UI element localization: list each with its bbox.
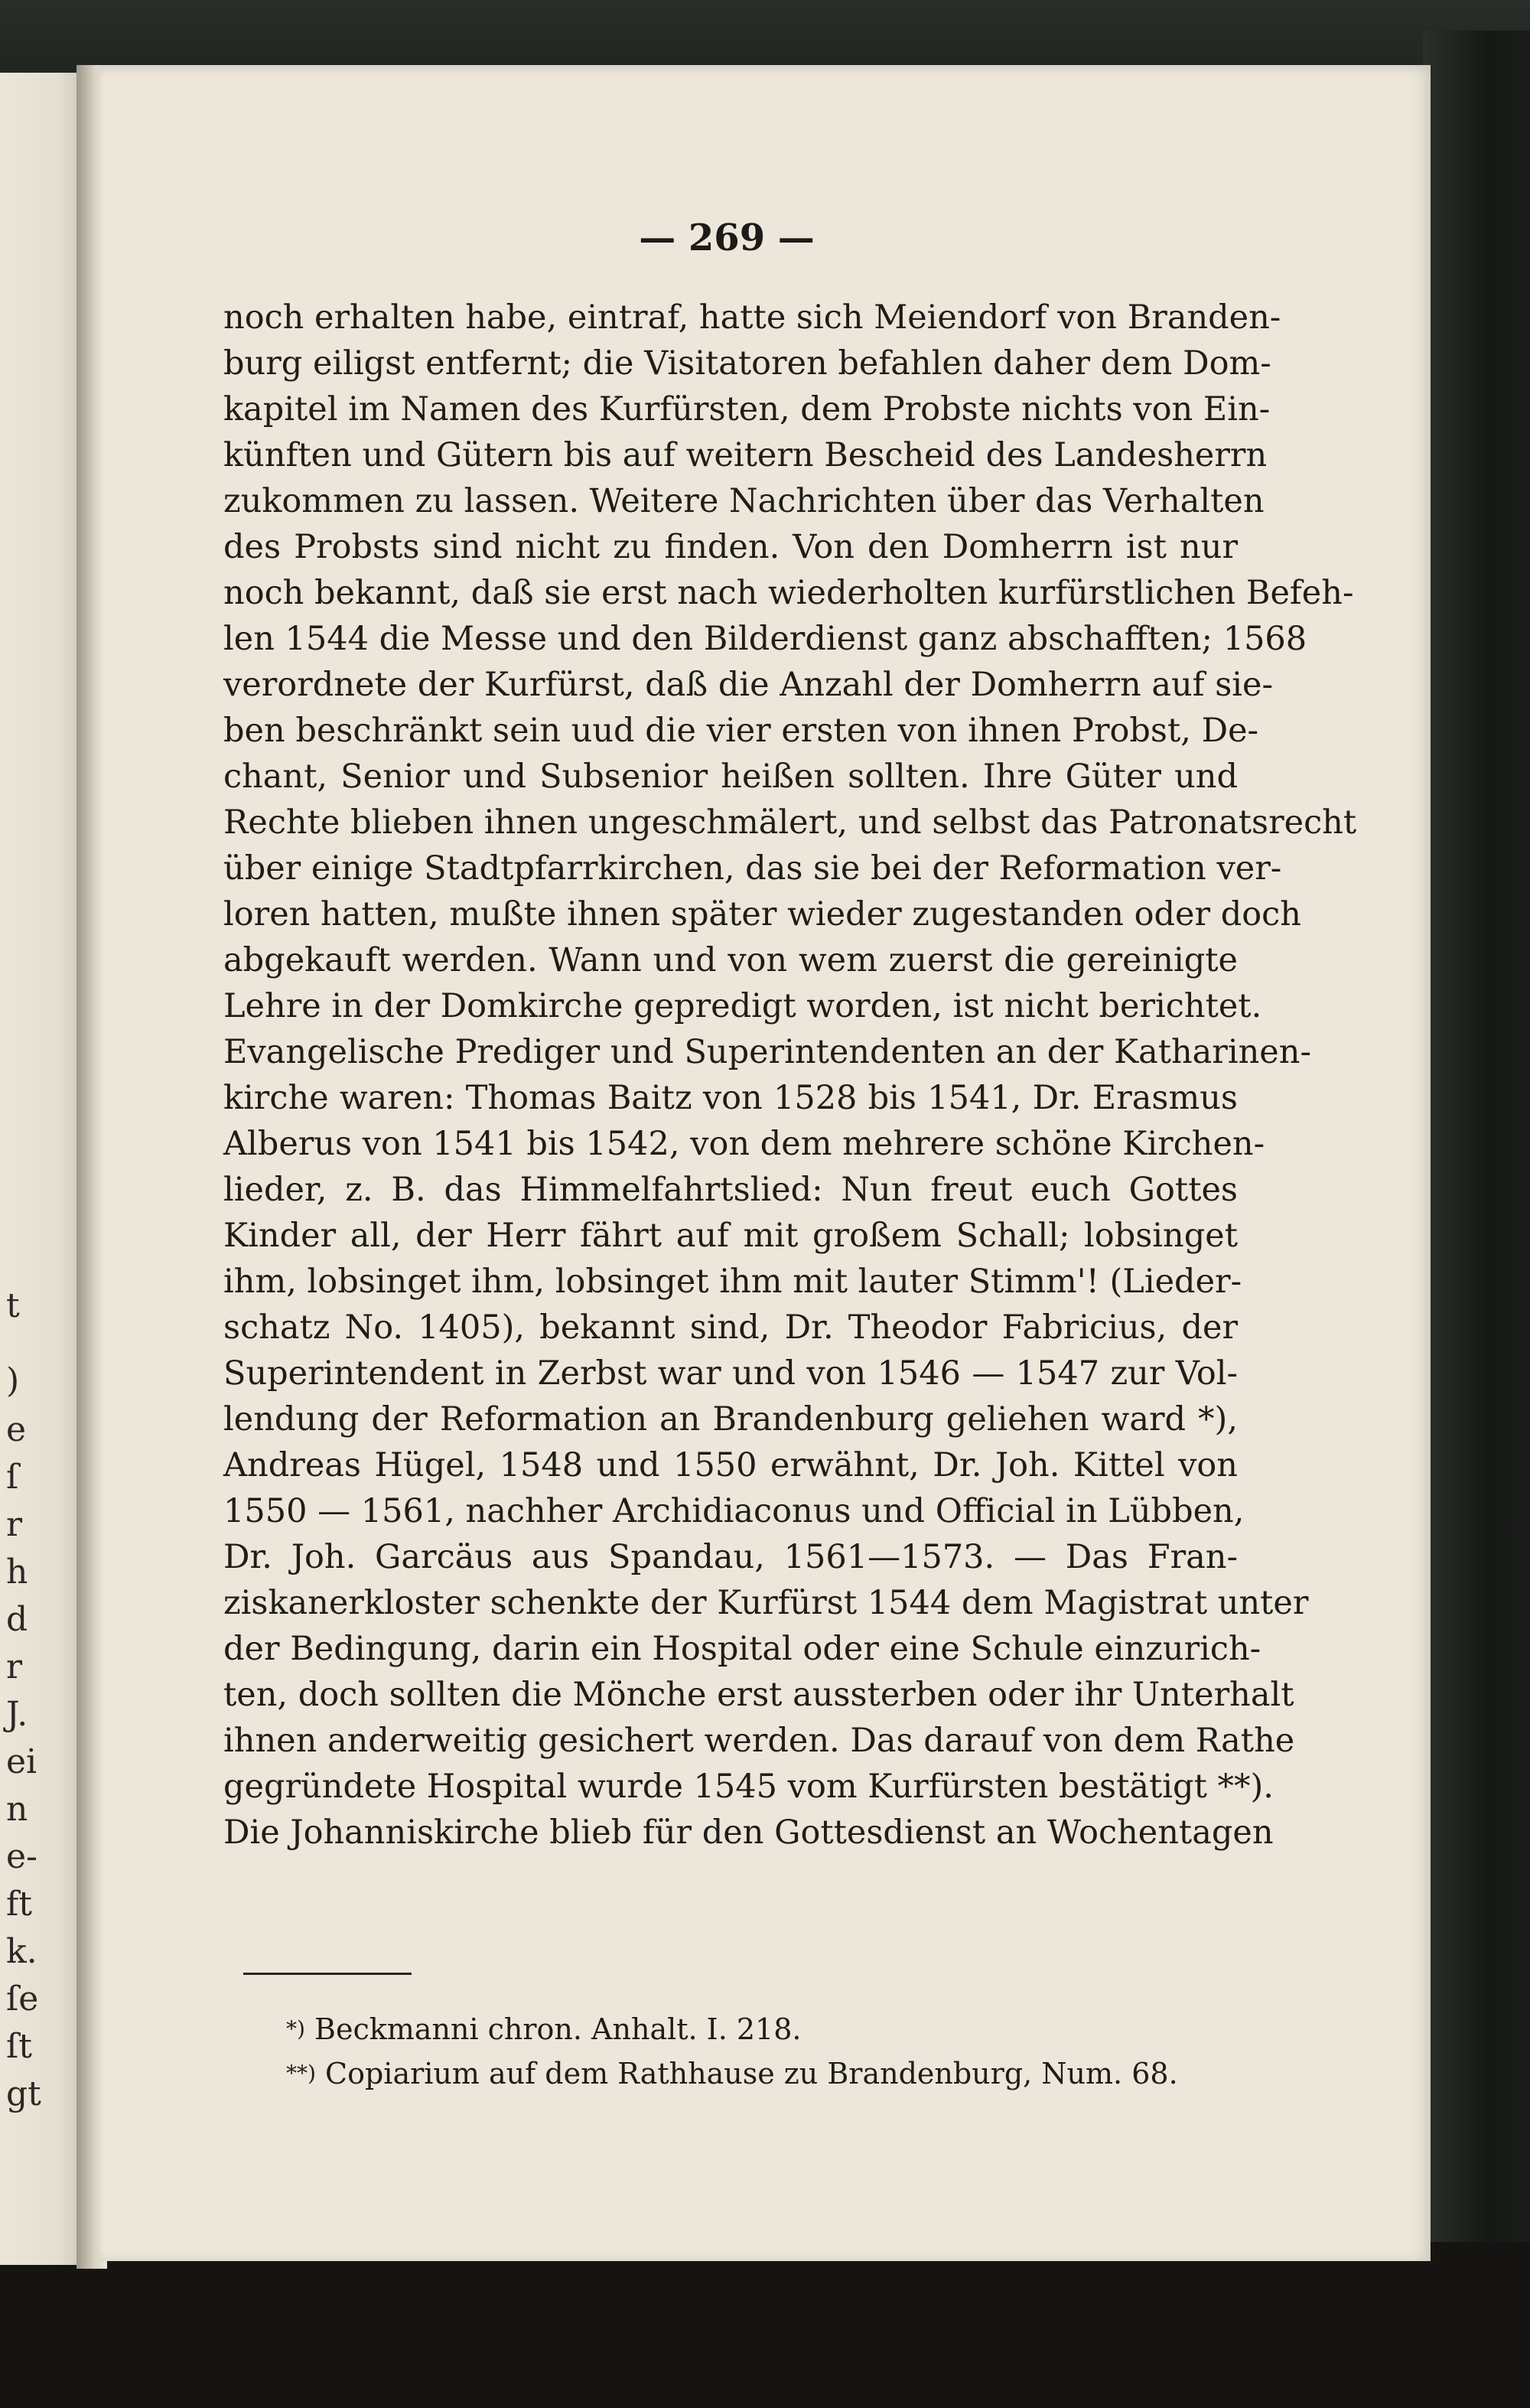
text-line: Lehre in der Domkirche gepredigt worden, ist nicht berichtet. [223,987,1262,1025]
text-line: des Probsts sind nicht zu finden. Von den Domherrn ist nur [223,528,1238,566]
text-line: ihnen anderweitig gesichert werden. Das darauf von dem Rathe [223,1722,1295,1760]
text-line: Dr. Joh. Garcäus aus Spandau, 1561—1573. — Das Fran- [223,1538,1238,1576]
left-page-fragment: r [6,1505,23,1544]
left-page-fragment: n [6,1790,28,1829]
text-line: kirche waren: Thomas Baitz von 1528 bis 1541, Dr. Erasmus [223,1079,1238,1117]
text-line: gegründete Hospital wurde 1545 vom Kurfürsten bestätigt **). [223,1768,1274,1806]
text-line: len 1544 die Messe und den Bilderdienst ganz abschafften; 1568 [223,620,1307,658]
text-line: noch bekannt, daß sie erst nach wiederholten kurfürstlichen Befeh- [223,574,1354,612]
text-line: Kinder all, der Herr fährt auf mit großem Schall; lobsinget [223,1217,1238,1255]
footnote-mark: **) [286,2061,316,2086]
text-line: Alberus von 1541 bis 1542, von dem mehrere schöne Kirchen- [223,1125,1265,1163]
left-page-fragment: ei [6,1742,37,1781]
footnote-separator [243,1973,412,1975]
left-page-fragment: r [6,1647,23,1686]
text-line: Evangelische Prediger und Superintendenten an der Katharinen- [223,1033,1311,1071]
left-page-fragment: ſ [6,1458,19,1497]
text-line: ihm, lobsinget ihm, lobsinget ihm mit lauter Stimm'! (Lieder- [223,1263,1242,1301]
book-cover-right [1423,31,1530,2408]
left-page-fragment: e- [6,1837,37,1876]
text-line: lendung der Reformation an Brandenburg geliehen ward *), [223,1400,1238,1439]
left-page-fragment: ft [6,1885,32,1924]
text-line: verordnete der Kurfürst, daß die Anzahl der Domherrn auf sie- [223,666,1274,704]
footnote-mark: *) [286,2016,305,2041]
text-line: ziskanerkloster schenkte der Kurfürst 1544 dem Magistrat unter [223,1584,1309,1622]
left-page-fragment: gt [6,2074,41,2113]
book-cover-bottom [0,2242,1530,2408]
text-line: zukommen zu lassen. Weitere Nachrichten über das Verhalten [223,482,1265,520]
text-line: loren hatten, mußte ihnen später wieder zugestanden oder doch [223,895,1301,934]
text-line: chant, Senior und Subsenior heißen sollten. Ihre Güter und [223,758,1238,796]
text-line: über einige Stadtpfarrkirchen, das sie bei der Reformation ver- [223,849,1282,888]
text-line: burg eiligst entfernt; die Visitatoren befahlen daher dem Dom- [223,344,1271,383]
footnote-text: Beckmanni chron. Anhalt. I. 218. [314,2012,802,2046]
left-page-fragment: h [6,1553,28,1592]
text-line: künften und Gütern bis auf weitern Bescheid des Landesherrn [223,436,1268,474]
left-page-fragment: ſt [6,2027,32,2066]
footnote [286,2053,1178,2094]
text-line: abgekauft werden. Wann und von wem zuerst die gereinigte [223,941,1238,979]
text-line: Andreas Hügel, 1548 und 1550 erwähnt, Dr. Joh. Kittel von [223,1446,1238,1484]
footnote-text: Copiarium auf dem Rathhause zu Brandenburg, Num. 68. [325,2057,1178,2090]
left-page-fragment: k. [6,1932,37,1971]
left-page-fragment: t [6,1286,20,1325]
footnote [286,2009,801,2050]
left-page-edge [0,73,83,2265]
text-line: Superintendent in Zerbst war und von 1546 — 1547 zur Vol- [223,1354,1238,1393]
text-line: lieder, z. B. das Himmelfahrtslied: Nun freut euch Gottes [223,1171,1238,1209]
page-number: — 269 — [639,217,815,259]
left-page-fragment: ) [6,1361,20,1400]
text-line: schatz No. 1405), bekannt sind, Dr. Theodor Fabricius, der [223,1308,1238,1347]
text-line: kapitel im Namen des Kurfürsten, dem Probste nichts von Ein- [223,390,1271,428]
text-line: 1550 — 1561, nachher Archidiaconus und Official in Lübben, [223,1492,1245,1530]
left-page-fragment: e [6,1410,27,1449]
text-line: der Bedingung, darin ein Hospital oder eine Schule einzurich- [223,1630,1261,1668]
text-line: Rechte blieben ihnen ungeschmälert, und selbst das Patronatsrecht [223,803,1357,842]
text-line: ten, doch sollten die Mönche erst aussterben oder ihr Unterhalt [223,1676,1294,1714]
text-line: Die Johanniskirche blieb für den Gottesdienst an Wochentagen [223,1813,1274,1852]
text-line: ben beschränkt sein uud die vier ersten von ihnen Probst, De- [223,712,1259,750]
text-line: noch erhalten habe, eintraf, hatte sich Meiendorf von Branden- [223,298,1281,337]
left-page-fragment: ſe [6,1980,39,2019]
left-page-fragment: J. [6,1695,28,1734]
left-page-fragment: d [6,1600,28,1639]
